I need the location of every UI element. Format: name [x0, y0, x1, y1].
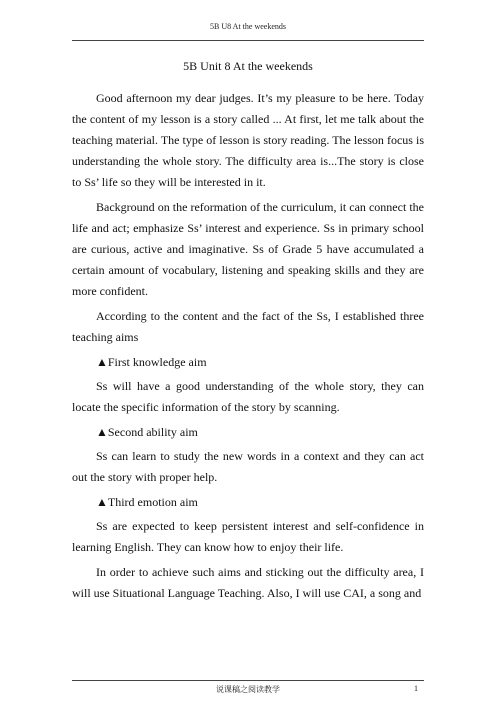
footer-divider: [72, 680, 424, 681]
paragraph-background: Background on the reformation of the curriculum, it can connect the life and act; emphasize Ss’ interest and experience. Ss in primary school are curious, active and imaginative. Ss of Grade 5 have accumulated a certain amount of vocabulary, listening and speaking skills and they are more confident.: [72, 200, 424, 298]
header-divider: [72, 40, 424, 41]
page-footer: 说课稿之阅读教学: [216, 685, 280, 694]
paragraph-knowledge-aim: Ss will have a good understanding of the whole story, they can locate the specific information of the story by scanning.: [72, 379, 424, 414]
page-number: 1: [414, 684, 418, 693]
aim-heading-knowledge: ▲First knowledge aim: [96, 355, 207, 369]
document-body: [72, 88, 424, 608]
page-header: 5B U8 At the weekends: [210, 22, 286, 31]
document-title: 5B Unit 8 At the weekends: [183, 59, 313, 73]
paragraph-methods: In order to achieve such aims and sticking out the difficulty area, I will use Situational Language Teaching. Also, I will use CAI, a song and: [72, 565, 424, 600]
paragraph-aims-intro: According to the content and the fact of the Ss, I established three teaching aims: [72, 309, 424, 344]
aim-heading-ability: ▲Second ability aim: [96, 425, 198, 439]
paragraph-ability-aim: Ss can learn to study the new words in a context and they can act out the story with proper help.: [72, 449, 424, 484]
aim-heading-emotion: ▲Third emotion aim: [96, 495, 198, 509]
paragraph-emotion-aim: Ss are expected to keep persistent interest and self-confidence in learning English. They can know how to enjoy their life.: [72, 519, 424, 554]
paragraph-intro: Good afternoon my dear judges. It’s my pleasure to be here. Today the content of my lesson is a story called ... At first, let me talk about the teaching material. The type of lesson is story reading. The lesson focus is understanding the whole story. The difficulty area is...The story is close to Ss’ life so they will be interested in it.: [72, 91, 424, 189]
